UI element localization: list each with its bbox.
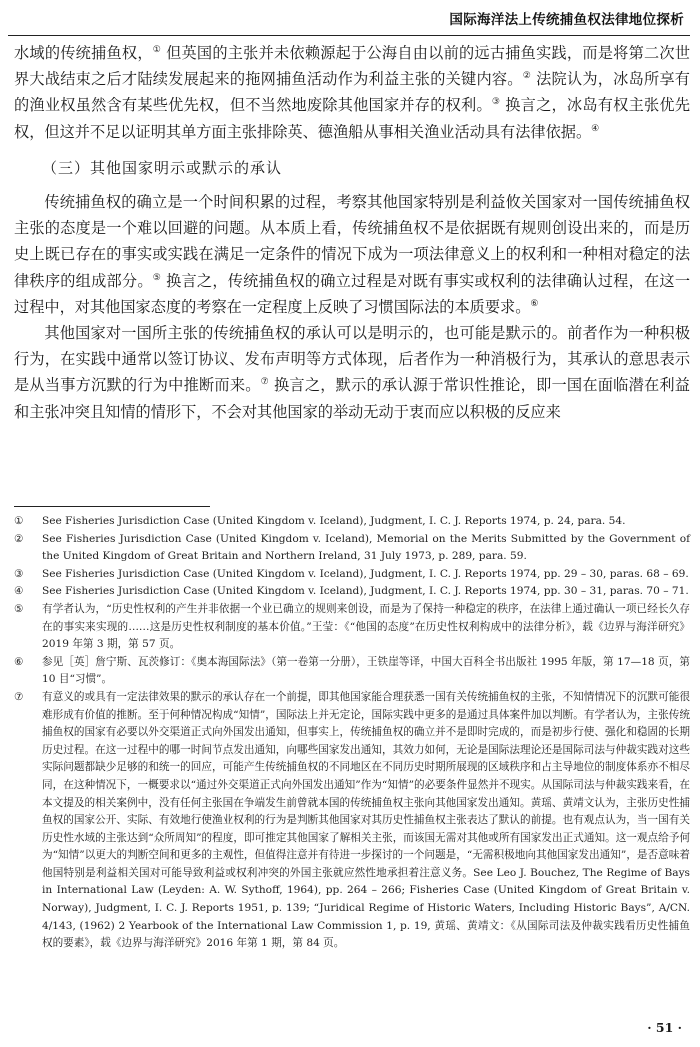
paragraph-2-text-a: 传统捕鱼权的确立是一个时间积累的过程，考察其他国家特别是利益攸关国家对一国传统捕鱼权主张的态度是一个难以回避的问题。从本质上看，传统捕鱼权不是依据既有规则创设出来的，而是历史上既已存在的事实或实践在满足一定条件的情况下成为一项法律意义上的权利和一种相对稳定的法律秩序的组成部分。 xyxy=(14,193,690,290)
footnote-text: See Fisheries Jurisdiction Case (United Kingdom v. Iceland), Judgment, I. C. J. Reports 1974, pp. 30 – 31, paras. 70 – 71. xyxy=(42,585,689,598)
page-number: · 51 · xyxy=(647,1020,682,1035)
footnote-number: ⑦ xyxy=(14,690,24,703)
footnote-ref-7[interactable]: ⑦ xyxy=(260,377,269,388)
footnote-text: See Fisheries Jurisdiction Case (United Kingdom v. Iceland), Judgment, I. C. J. Reports 1974, pp. 29 – 30, paras. 68 – 69. xyxy=(42,567,689,580)
paragraph-1-text-c: 法院认为，冰岛所享有的渔业权虽然含有某些优先权，但不当然地废除其他国家并存的权利。 xyxy=(14,70,690,115)
running-header xyxy=(0,8,700,30)
paragraph-1-text-a: 水域的传统捕鱼权， xyxy=(14,44,153,62)
paragraph-3 xyxy=(14,320,690,425)
paragraph-1 xyxy=(14,40,690,145)
running-header-title: 国际海洋法上传统捕鱼权法律地位探析 xyxy=(449,12,684,28)
footnote-number: ① xyxy=(14,515,24,527)
footnote-text: 有学者认为，“历史性权利的产生并非依据一个业已确立的规则来创设，而是为了保持一种稳定的秩序，在法律上通过确认一项已经长久存在的事实来实现的……这是历史性权利制度的基本价值。”王莹：《“他国的态度”在历史性权利构成中的法律分析》，载《边界与海洋研究》2019 年第 3 期，第 57 页。 xyxy=(42,602,690,651)
paragraph-3-text-b: 换言之，默示的承认源于常识性推论，即一国在面临潜在利益和主张冲突且知情的情形下，不会对其他国家的举动无动于衷而应以积极的反应来 xyxy=(14,376,690,421)
footnote-ref-3[interactable]: ③ xyxy=(491,97,501,108)
header-rule xyxy=(8,35,690,36)
footnote-number: ② xyxy=(14,532,24,545)
footnote-text: See Fisheries Jurisdiction Case (United Kingdom v. Iceland), Judgment, I. C. J. Reports 1974, p. 24, para. 54. xyxy=(42,515,626,527)
footnote-separator xyxy=(14,506,210,507)
footnote-item xyxy=(14,513,690,531)
footnote-ref-1[interactable]: ① xyxy=(152,44,162,55)
paragraph-1-text-d: 换言之，冰岛有权主张优先权，但这并不足以证明其单方面主张排除英、德渔船从事相关渔业活动具有法律依据。 xyxy=(14,96,691,141)
footnote-ref-2[interactable]: ② xyxy=(522,71,532,82)
footnote-number: ④ xyxy=(14,585,24,598)
footnote-item xyxy=(14,566,690,584)
paragraph-2 xyxy=(14,189,690,320)
section-heading: （三）其他国家明示或默示的承认 xyxy=(42,158,283,177)
paragraph-1-text-b: 但英国的主张并未依赖源起于公海自由以前的远古捕鱼实践，而是将第二次世界大战结束之后才陆续发展起来的拖网捕鱼活动作为利益主张的关键内容。 xyxy=(14,44,691,89)
footnote-item xyxy=(14,654,690,689)
footnote-item xyxy=(14,689,690,953)
footnote-text: 参见［英］詹宁斯、瓦茨修订：《奥本海国际法》（第一卷第一分册），王铁崖等译，中国大百科全书出版社 1995 年版，第 17—18 页，第 10 目“习惯”。 xyxy=(42,655,690,686)
footnote-item xyxy=(14,531,690,566)
footnote-ref-5[interactable]: ⑤ xyxy=(152,272,162,283)
footnote-number: ⑤ xyxy=(14,602,24,615)
footnote-ref-4[interactable]: ④ xyxy=(591,123,600,134)
footnote-number: ③ xyxy=(14,567,24,580)
footnote-number: ⑥ xyxy=(14,655,24,668)
footnote-ref-6[interactable]: ⑥ xyxy=(530,298,539,309)
body-text xyxy=(14,40,690,425)
footnote-text: 有意义的或具有一定法律效果的默示的承认存在一个前提，即其他国家能合理获悉一国有关传统捕鱼权的主张，不知情情况下的沉默可能很难形成有价值的推断。至于何种情况构成“知情”，国际法上并无定论，国际实践中更多的是通过具体案件加以判断。有学者认为，主张传统捕鱼权的国家有必要以外交渠道正式向外国发出通知，但事实上，传统捕鱼权的确立并不是即时完成的，而是初步行使、强化和稳固的长期历史过程。在这一过程中的哪一时间节点发出通知，向哪些国家发出通知，其效力如何，无论是国际法理论还是国际司法与仲裁实践对这些实际问题都缺少足够的和统一的回应，可能产生传统捕鱼权的不同地区在不同历史时期所展现的区域秩序和占主导地位的制度体系亦不相尽同，在这种情况下，一概要求以“通过外交渠道正式向外国发出通知”作为“知情”的必要条件显然并不现实。从国际司法与仲裁实践来看，在本文提及的相关案例中，没有任何主张国在争端发生前曾就本国的传统捕鱼权主张向其他国家发出通知。黄瑶、黄靖文认为，主张历史性捕鱼权的国家公开、实际、有效地行使渔业权利的行为是判断其他国家对其历史性捕鱼权主张表达了默认的前提。也有观点认为，当一国有关历史性水域的主张达到“众所周知”的程度，即可推定其他国家了解相关主张，而该国无需对其他或所有国家发出正式通知。这一观点给予何为“知情”以更大的判断空间和更多的主观性，但值得注意并有待进一步探讨的一个问题是，“无需积极地向其他国家发出通知”，是否意味着他国特别是利益相关国对可能导致利益或权利冲突的外国主张就应然性地承担着注意义务。See Leo J. Bouchez, The Regime of Bays in International Law (Leyden: A. W. Sythoff, 1964), pp. 264 – 266; Fisheries Case (United Kingdom of Great Britain v. Norway), Judgment, I. C. J. Reports 1951, p. 139; “Juridical Regime of Historic Waters, Including Historic Bays”, A/CN. 4/143, (1962) 2 Yearbook of the International Law Commission 1, p. 19, 黄瑶、黄靖文：《从国际司法及仲裁实践看历史性捕鱼权的要素》，载《边界与海洋研究》2016 年第 1 期，第 84 页。 xyxy=(42,690,690,950)
paragraph-3-text-a: 其他国家对一国所主张的传统捕鱼权的承认可以是明示的，也可能是默示的。前者作为一种积极行为，在实践中通常以签订协议、发布声明等方式体现，后者作为一种消极行为，其承认的意思表示是从当事方沉默的行为中推断而来。 xyxy=(14,324,690,395)
footnote-item xyxy=(14,601,690,654)
footnote-text: See Fisheries Jurisdiction Case (United Kingdom v. Iceland), Memorial on the Merits Submitted by the Government of the United Kingdom of Great Britain and Northern Ireland, 31 July 1973, p. 289, para. 59. xyxy=(42,532,690,563)
paragraph-2-text-b: 换言之，传统捕鱼权的确立过程是对既有事实或权利的法律确认过程，在这一过程中，对其他国家态度的考察在一定程度上反映了习惯国际法的本质要求。 xyxy=(14,271,691,316)
footnote-item xyxy=(14,583,690,601)
footnotes xyxy=(14,513,690,953)
